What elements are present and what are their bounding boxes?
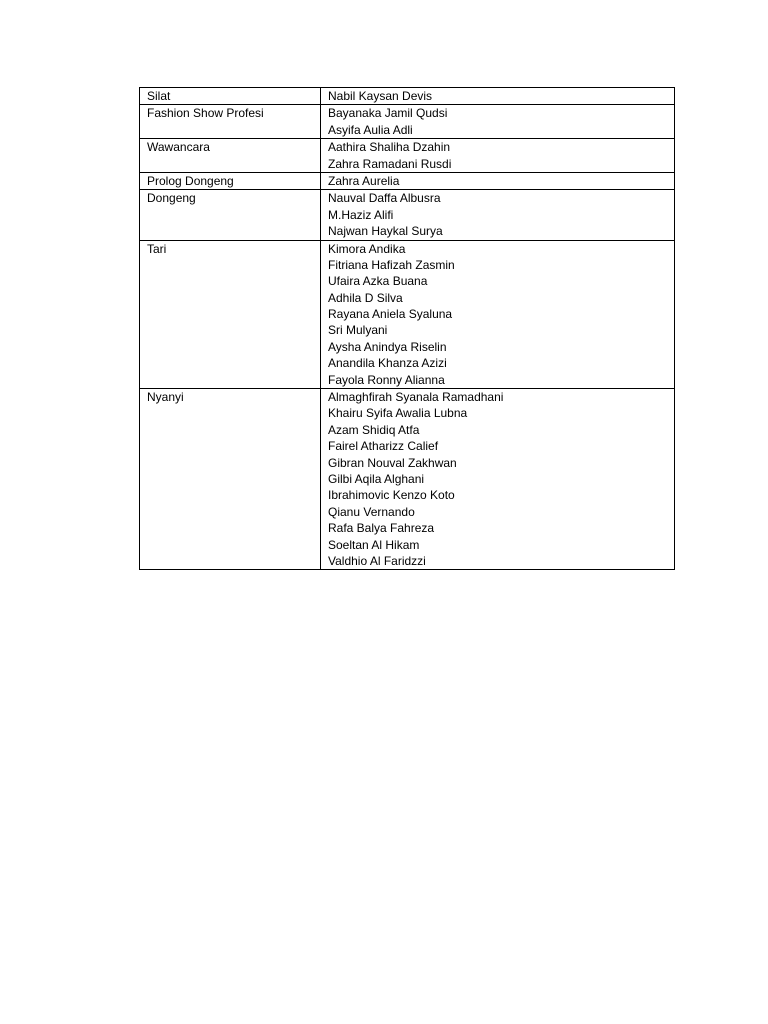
performer-name: Najwan Haykal Surya: [328, 224, 443, 239]
names-cell: [321, 190, 675, 240]
category-label: Tari: [147, 241, 167, 256]
roster-table-body: [140, 88, 675, 570]
performer-name: Zahra Ramadani Rusdi: [328, 156, 452, 171]
category-cell: [140, 88, 321, 105]
table-row: [140, 88, 675, 105]
category-cell: [140, 190, 321, 240]
category-cell: [140, 172, 321, 189]
performer-name: Khairu Syifa Awalia Lubna: [328, 406, 468, 421]
names-cell: [321, 139, 675, 173]
performer-name: Fairel Atharizz Calief: [328, 439, 439, 454]
performer-name: Ibrahimovic Kenzo Koto: [328, 488, 455, 503]
performer-name: Fitriana Hafizah Zasmin: [328, 257, 455, 272]
performer-name: Rayana Aniela Syaluna: [328, 307, 453, 322]
performer-name: Almaghfirah Syanala Ramadhani: [328, 390, 504, 405]
table-row: [140, 190, 675, 240]
names-cell: [321, 240, 675, 389]
performer-name: Qianu Vernando: [328, 504, 415, 519]
performer-roster-table: [139, 87, 675, 570]
table-row: [140, 240, 675, 389]
category-label: Nyanyi: [147, 390, 184, 405]
performer-name: Anandila Khanza Azizi: [328, 356, 447, 371]
names-cell: [321, 88, 675, 105]
category-label: Dongeng: [147, 191, 196, 206]
category-label: Silat: [147, 89, 171, 103]
performer-name: Adhila D Silva: [328, 290, 403, 305]
performer-name: Ufaira Azka Buana: [328, 274, 428, 289]
performer-name: Fayola Ronny Alianna: [328, 372, 445, 387]
category-label: Wawancara: [147, 140, 210, 155]
performer-name: Aysha Anindya Riselin: [328, 339, 447, 354]
performer-name: Bayanaka Jamil Qudsi: [328, 106, 448, 121]
performer-name: Soeltan Al Hikam: [328, 537, 420, 552]
performer-name: Nabil Kaysan Devis: [328, 89, 433, 103]
performer-name: Valdhio Al Faridzzi: [328, 553, 426, 568]
performer-name: Rafa Balya Fahreza: [328, 521, 435, 536]
performer-name: Aathira Shaliha Dzahin: [328, 140, 451, 155]
names-cell: [321, 172, 675, 189]
category-label: Prolog Dongeng: [147, 173, 234, 188]
performer-name: Gibran Nouval Zakhwan: [328, 455, 457, 470]
performer-name: Nauval Daffa Albusra: [328, 191, 441, 206]
performer-name: Azam Shidiq Atfa: [328, 422, 420, 437]
performer-name: M.Haziz Alifi: [328, 207, 394, 222]
category-cell: [140, 105, 321, 139]
table-row: [140, 389, 675, 570]
performer-name: Kimora Andika: [328, 241, 406, 256]
names-cell: [321, 389, 675, 570]
performer-name: Zahra Aurelia: [328, 173, 400, 188]
performer-name: Gilbi Aqila Alghani: [328, 471, 425, 486]
category-cell: [140, 240, 321, 389]
performer-name: Sri Mulyani: [328, 323, 388, 338]
names-cell: [321, 105, 675, 139]
category-label: Fashion Show Profesi: [147, 106, 264, 121]
table-row: [140, 172, 675, 189]
table-row: [140, 139, 675, 173]
category-cell: [140, 139, 321, 173]
performer-name: Asyifa Aulia Adli: [328, 122, 413, 137]
table-row: [140, 105, 675, 139]
category-cell: [140, 389, 321, 570]
